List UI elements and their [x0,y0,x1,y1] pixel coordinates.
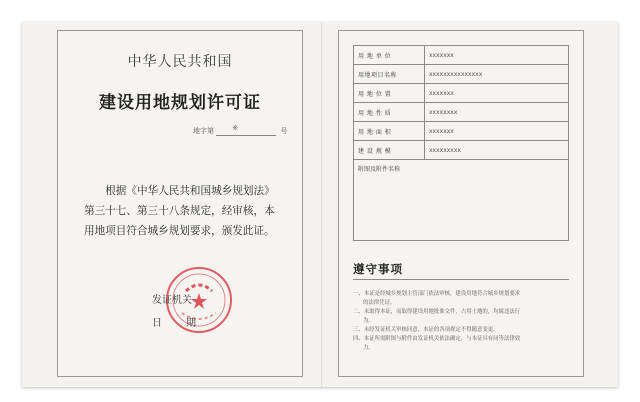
notice-line: 三、未经发证机关审核同意，本证的各项规定不得随意变更。 [353,327,499,333]
table-row [354,141,569,160]
center-fold [321,22,323,387]
notice-line: 为。 [363,318,374,324]
notice-line: 一、本证是经城乡规划主管部门依法审核，建设用地符合城乡规划要求 [353,291,521,297]
table-row [354,122,569,141]
notice-title: 遵守事项 [353,262,403,276]
table-row [354,103,569,122]
certificate-body-text: 根据《中华人民共和国城乡规划法》第三十七、第三十八条规定，经审核，本用地项目符合城乡规划要求，颁发此证。 [84,185,275,237]
table-value: xxxxxxxxx [425,141,569,160]
table-value: xxxxxxx [425,46,569,65]
date-label-period: 期 [186,318,196,329]
table-row [354,46,569,65]
land-info-table [353,45,569,241]
certificate-right-page [338,30,584,377]
certificate-number [193,126,313,136]
issuer-label: 发证机关 [152,295,192,306]
table-label: 用 地 性 质 [354,103,425,122]
certificate-left-page [57,30,303,377]
certificate-title: 建设用地规划许可证 [99,93,261,113]
table-row [354,65,569,84]
table-label: 用 地 面 积 [354,122,425,141]
issue-date [152,314,196,329]
notice-line: 四、本证所需附图与附件由发证机关依法确定，与本证具有同等法律效 [353,336,521,342]
notice-line: 力。 [363,345,374,351]
cert-no-mark: ※ [232,124,239,132]
notice-line: 二、未取得本证，而取得建设用地批准文件，占用土地的，均属违法行 [353,309,521,315]
table-label: 用 地 单 位 [354,46,425,65]
table-value: xxxxxxxx [425,103,569,122]
date-label-day: 日 [152,318,162,329]
table-row [354,84,569,103]
attachment-label: 附图及附件名称 [354,160,569,241]
country-name: 中华人民共和国 [127,54,233,70]
notice-list [353,290,569,353]
table-value: xxxxxxx [425,122,569,141]
table-label: 用 地 位 置 [354,84,425,103]
cert-no-prefix: 地字第 [193,127,214,135]
table-value: xxxxxxxxxxxxxxx [425,65,569,84]
table-value: xxxxxxx [425,84,569,103]
attachment-row [354,160,569,241]
cert-no-suffix: 号 [280,127,288,135]
table-label: 建 设 规 模 [354,141,425,160]
notice-divider [353,279,569,280]
table-label: 用地项目名称 [354,65,425,84]
cert-no-line [216,124,276,136]
notice-line: 的法律凭证。 [363,300,396,306]
